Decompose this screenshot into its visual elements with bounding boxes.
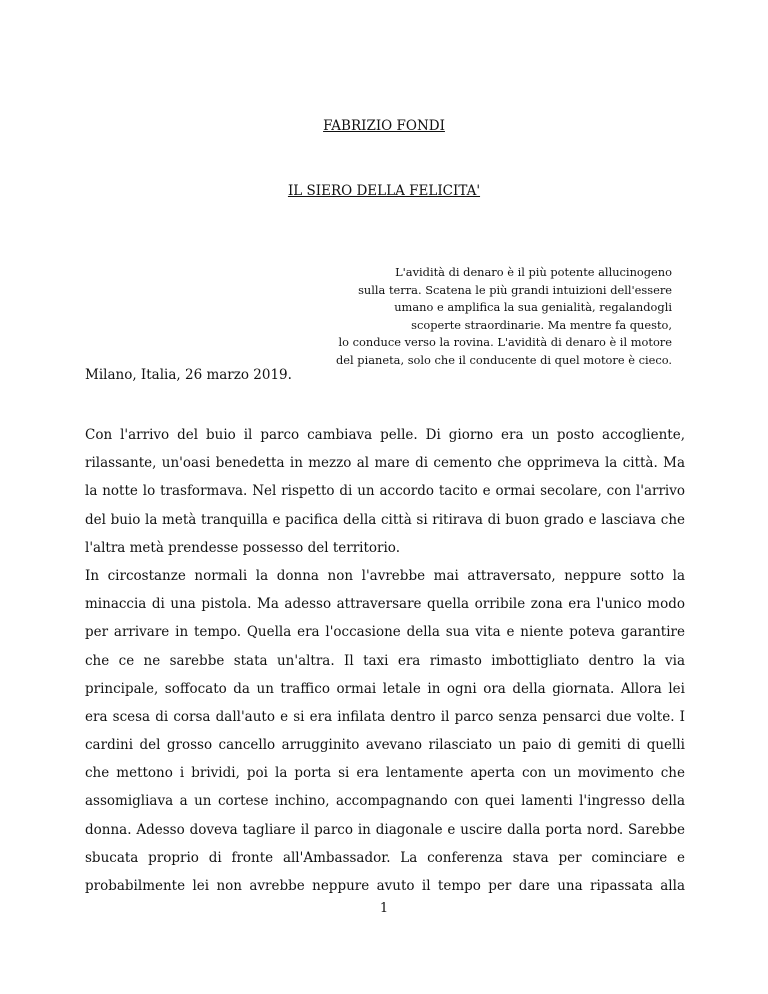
body-line: cardini del grosso cancello arrugginito avevano rilasciato un paio di gemiti di quelli [85, 737, 685, 754]
body-line: l'altra metà prendesse possesso del territorio. [85, 539, 400, 556]
epigraph-line: L'avidità di denaro è il più potente allucinogeno [395, 265, 672, 279]
body-line: era scesa di corsa dall'auto e si era infilata dentro il parco senza pensarci due volte. I [85, 708, 685, 725]
epigraph-line: umano e amplifica la sua genialità, regalandogli [394, 300, 672, 315]
body-line: assomigliava a un cortese inchino, accompagnando con quei lamenti l'ingresso della [85, 793, 685, 810]
body-line: rilassante, un'oasi benedetta in mezzo al mare di cemento che opprimeva la città. Ma [85, 455, 685, 472]
body-line: In circostanze normali la donna non l'avrebbe mai attraversato, neppure sotto la [85, 567, 685, 584]
dateline: Milano, Italia, 26 marzo 2019. [85, 367, 292, 383]
epigraph-line: del pianeta, solo che il conducente di quel motore è cieco. [336, 352, 672, 367]
body-line: Con l'arrivo del buio il parco cambiava pelle. Di giorno era un posto accogliente, [85, 427, 685, 443]
epigraph-line: lo conduce verso la rovina. L'avidità di denaro è il motore [338, 335, 672, 350]
body-line: che ce ne sarebbe stata un'altra. Il taxi era rimasto imbottigliato dentro la via [85, 652, 685, 669]
body-line: donna. Adesso doveva tagliare il parco in diagonale e uscire dalla porta nord. Sarebbe [85, 821, 685, 838]
body-line: la notte lo trasformava. Nel rispetto di un accordo tacito e ormai secolare, con l'arrivo [85, 483, 685, 500]
body-line: sbucata proprio di fronte all'Ambassador. La conferenza stava per cominciare e [85, 849, 685, 866]
body-line: per arrivare in tempo. Quella era l'occasione della sua vita e niente poteva garantire [85, 624, 685, 641]
author-name: FABRIZIO FONDI [323, 118, 445, 134]
book-title: IL SIERO DELLA FELICITA' [287, 183, 481, 199]
epigraph-line: sulla terra. Scatena le più grandi intuizioni dell'essere [358, 282, 672, 297]
body-line: del buio la metà tranquilla e pacifica della città si ritirava di buon grado e lasciava che [85, 511, 685, 528]
epigraph-line: scoperte straordinarie. Ma mentre fa questo, [411, 317, 672, 332]
body-line: minaccia di una pistola. Ma adesso attraversare quella orribile zona era l'unico modo [85, 596, 685, 613]
epigraph [312, 264, 672, 370]
body-line: che mettono i brividi, poi la porta si era lentamente aperta con un movimento che [85, 765, 685, 782]
page-number: 1 [379, 901, 389, 916]
body-text [85, 421, 685, 900]
body-line: principale, soffocato da un traffico ormai letale in ogni ora della giornata. Allora lei [85, 680, 685, 697]
body-line: probabilmente lei non avrebbe neppure avuto il tempo per dare una ripassata alla [85, 878, 685, 894]
